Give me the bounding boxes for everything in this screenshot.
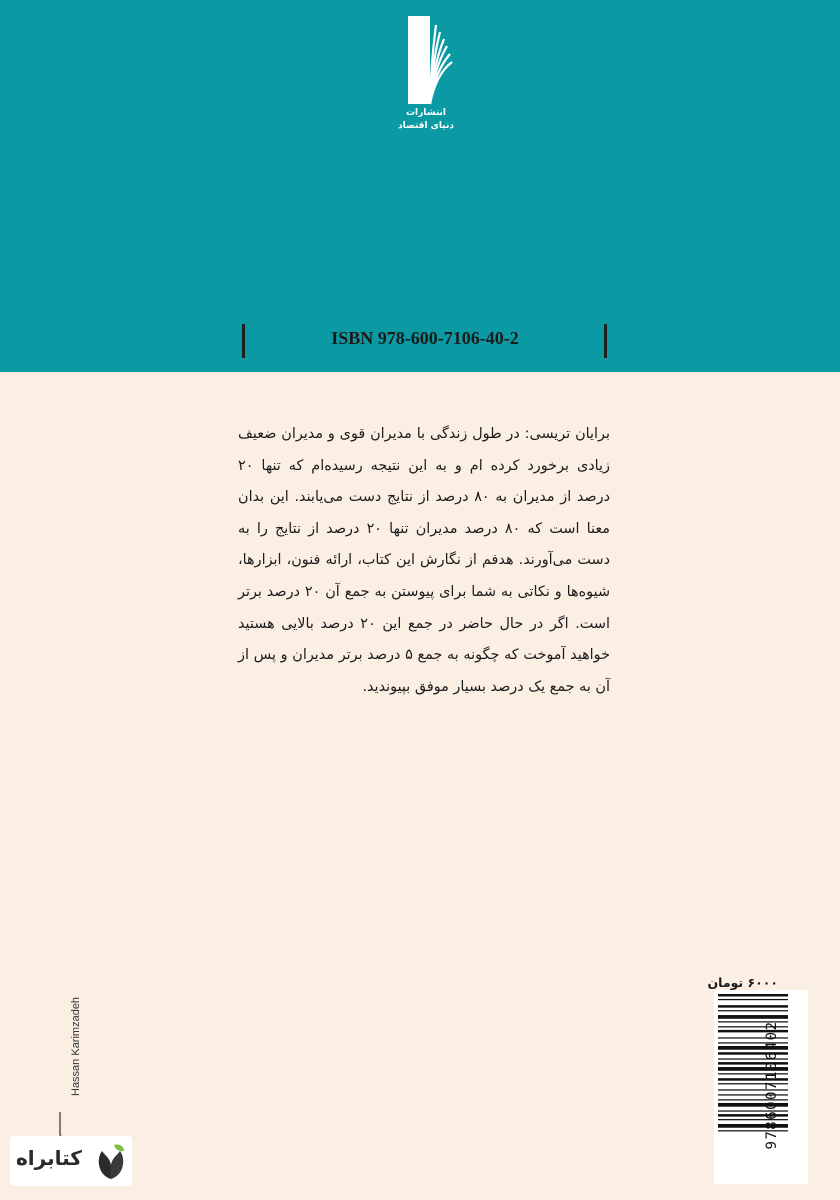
isbn-right-bar <box>604 324 607 358</box>
publisher-name-line2: دنیای اقتصاد <box>398 121 454 131</box>
leaf-logo-icon <box>94 1141 128 1181</box>
isbn-left-bar <box>242 324 245 358</box>
designer-credit: Hassan Karimzadeh <box>70 996 82 1096</box>
publisher-logo <box>396 14 456 134</box>
book-logo-icon <box>396 14 456 106</box>
isbn-number: ISBN 978-600-7106-40-2 <box>331 328 519 348</box>
price-label: ۶۰۰۰ تومان <box>707 975 778 990</box>
barcode-digits: 9786007106402 <box>764 1020 780 1150</box>
cover-top-band <box>0 0 840 372</box>
back-cover-blurb: برایان تریسی: در طول زندگی با مدیران قوی و مدیران ضعیف زیادی برخورد کرده ام و به این نتیجه رسیده‌ام که تنها ۲۰ درصد از مدیران به ۸۰ درصد از نتایج دست می‌یابند. این بدان معنا است که ۸۰ درصد مدیران تنها ۲۰ درصد از نتایج را به دست می‌آورند. هدفم از نگارش این کتاب، ارائه فنون، ابزارها، شیوه‌ها و نکاتی به شما برای پیوستن به جمع آن ۲۰ درصد برتر است. اگر در حال حاضر در جمع این ۲۰ درصد بالایی هستید خواهید آموخت که چگونه به جمع ۵ درصد برتر مدیران و پس از آن به جمع یک درصد بسیار موفق بپیوندید. <box>238 426 611 695</box>
watermark-badge <box>10 1136 132 1186</box>
barcode <box>714 990 808 1184</box>
publisher-name-line1: انتشارات <box>406 108 446 118</box>
barcode-bars <box>714 990 808 1184</box>
watermark-text: کتابراه <box>16 1146 82 1170</box>
